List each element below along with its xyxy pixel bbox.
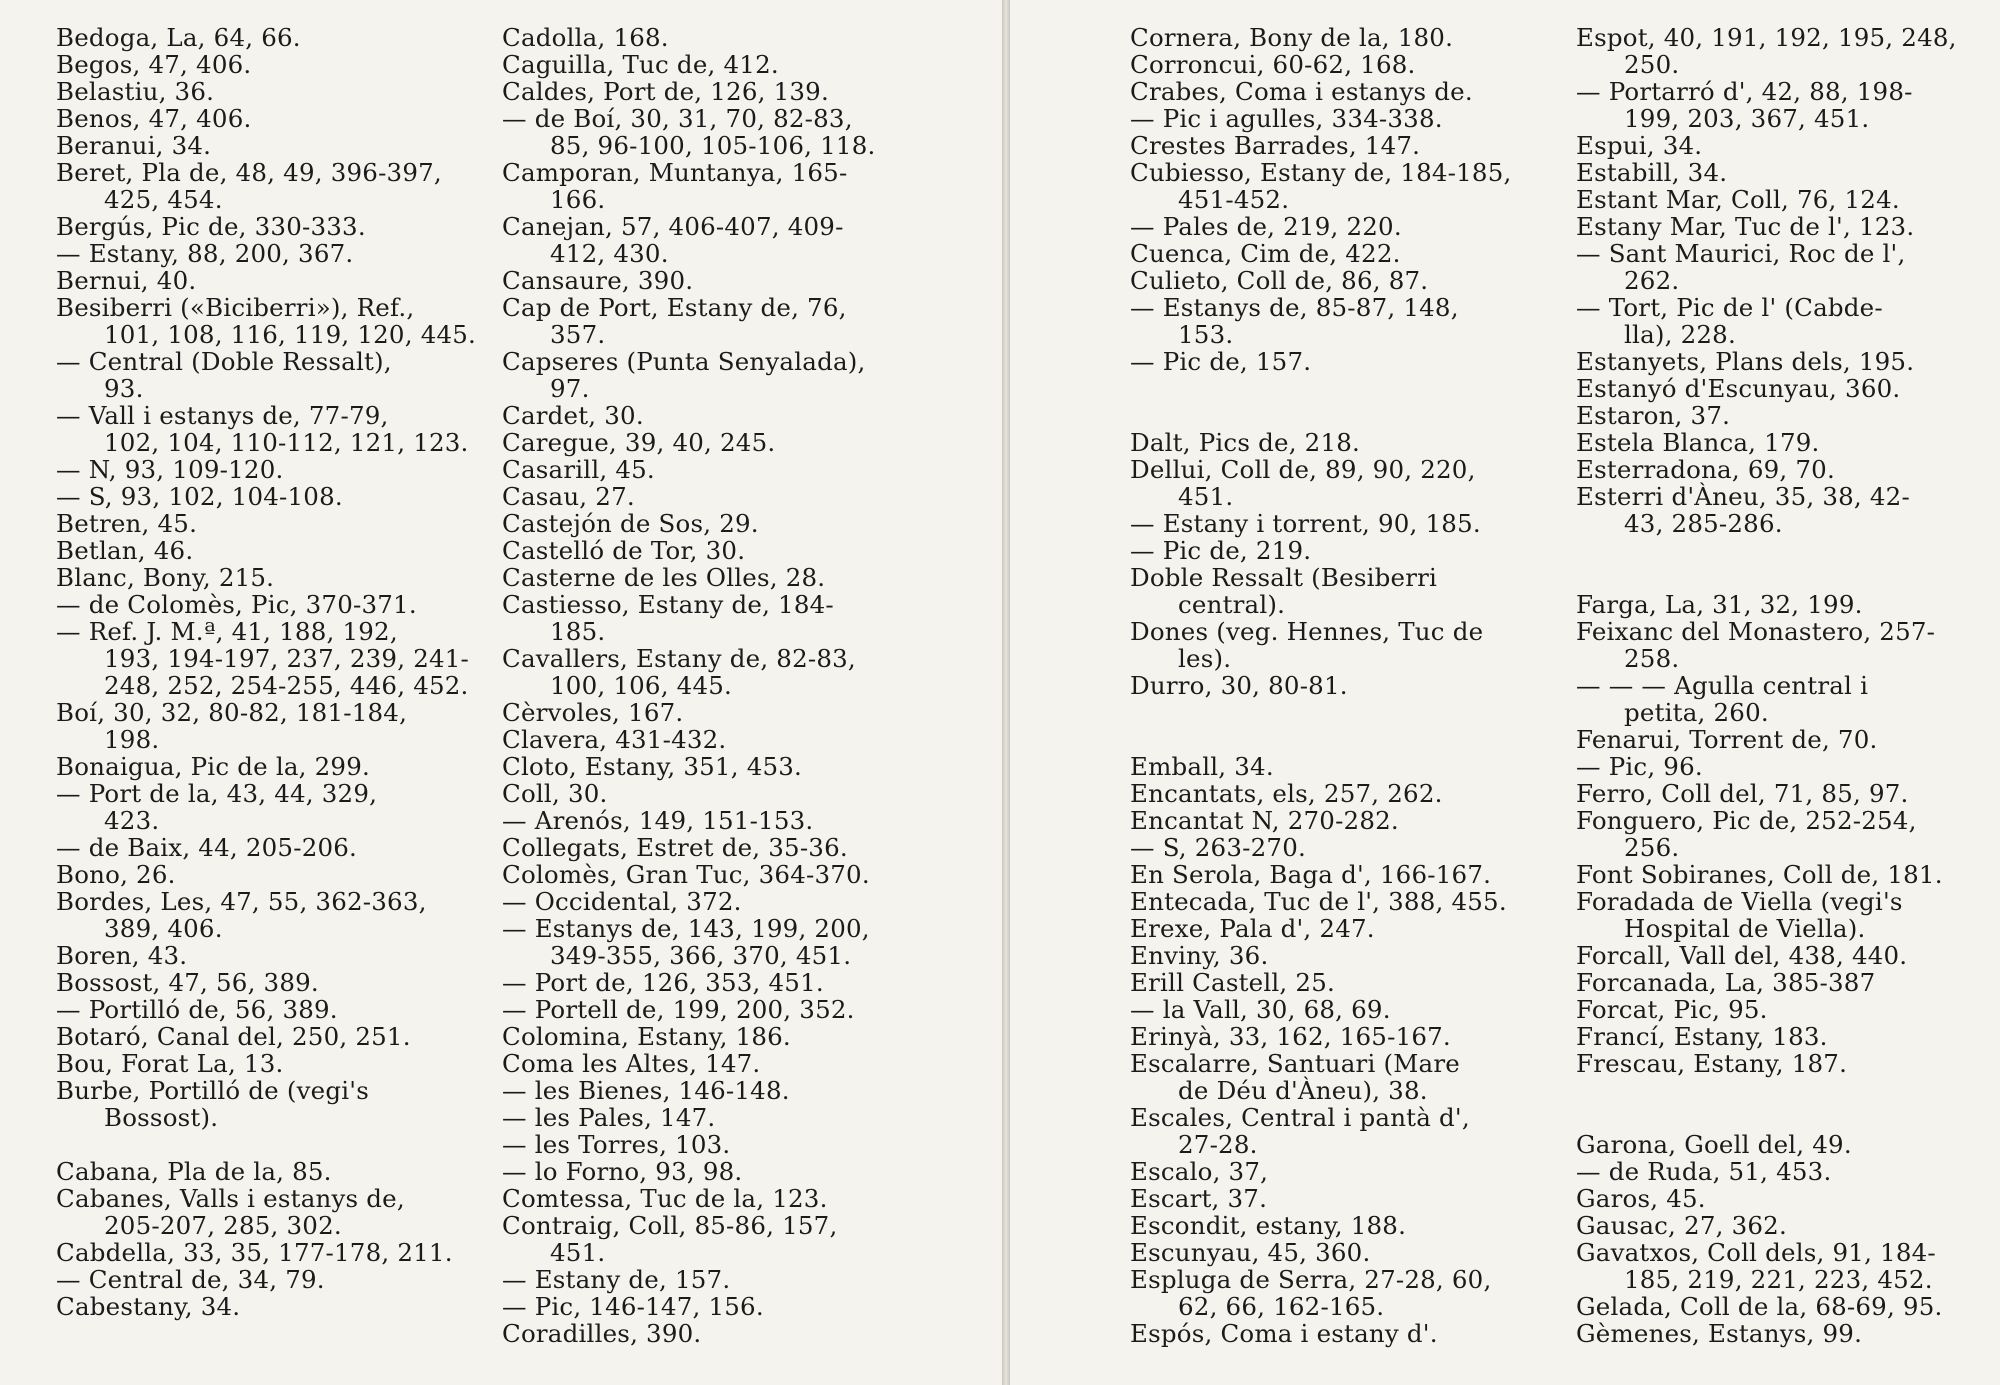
index-entry: — Estanys de, 85-87, 148, <box>1130 293 1459 322</box>
section-gap <box>1130 375 1570 402</box>
index-entry-continuation: 250. <box>1624 50 1680 79</box>
index-entry: Encantats, els, 257, 262. <box>1130 779 1443 808</box>
index-entry: — Pic, 96. <box>1576 752 1703 781</box>
index-entry: Burbe, Portilló de (vegi's <box>56 1076 369 1105</box>
index-entry-continuation: 166. <box>550 185 606 214</box>
index-entry: Garos, 45. <box>1576 1184 1706 1213</box>
index-entry: Doble Ressalt (Besiberri <box>1130 563 1438 592</box>
index-entry: — N, 93, 109-120. <box>56 455 284 484</box>
index-entry: Comtessa, Tuc de la, 123. <box>502 1184 828 1213</box>
index-entry: En Serola, Baga d', 166-167. <box>1130 860 1492 889</box>
index-entry-continuation: 97. <box>550 374 590 403</box>
index-entry: — Central de, 34, 79. <box>56 1265 325 1294</box>
index-entry: — Estany i torrent, 90, 185. <box>1130 509 1481 538</box>
index-entry-continuation: 357. <box>550 320 606 349</box>
index-entry: Gèmenes, Estanys, 99. <box>1576 1319 1863 1348</box>
index-entry: Espui, 34. <box>1576 131 1703 160</box>
index-entry: Cansaure, 390. <box>502 266 694 295</box>
index-entry: — Pic de, 157. <box>1130 347 1312 376</box>
index-entry-continuation: Hospital de Viella). <box>1624 914 1866 943</box>
index-entry: Cadolla, 168. <box>502 23 669 52</box>
index-entry: Estany Mar, Tuc de l', 123. <box>1576 212 1915 241</box>
index-entry: Foradada de Viella (vegi's <box>1576 887 1903 916</box>
index-entry: Feixanc del Monastero, 257- <box>1576 617 1936 646</box>
index-entry: Escalarre, Santuari (Mare <box>1130 1049 1460 1078</box>
index-entry: — — — Agulla central i <box>1576 671 1869 700</box>
index-entry: Escondit, estany, 188. <box>1130 1211 1407 1240</box>
index-entry: Besiberri («Biciberri»), Ref., <box>56 293 415 322</box>
index-entry: Canejan, 57, 406-407, 409- <box>502 212 844 241</box>
index-column-1 <box>56 24 496 1320</box>
index-entry: Erexe, Pala d', 247. <box>1130 914 1375 943</box>
index-entry: Bernui, 40. <box>56 266 197 295</box>
index-entry: — de Ruda, 51, 453. <box>1576 1157 1832 1186</box>
index-entry-continuation: 199, 203, 367, 451. <box>1624 104 1870 133</box>
index-entry: Crabes, Coma i estanys de. <box>1130 77 1473 106</box>
index-entry: Casterne de les Olles, 28. <box>502 563 826 592</box>
index-entry-continuation: 101, 108, 116, 119, 120, 445. <box>104 320 477 349</box>
index-entry-continuation: 43, 285-286. <box>1624 509 1783 538</box>
index-entry: — Occidental, 372. <box>502 887 742 916</box>
index-entry-continuation: les). <box>1178 644 1232 673</box>
index-entry: Belastiu, 36. <box>56 77 215 106</box>
index-entry: Bou, Forat La, 13. <box>56 1049 284 1078</box>
index-entry-continuation: 451. <box>550 1238 606 1267</box>
index-entry: — Tort, Pic de l' (Cabde- <box>1576 293 1883 322</box>
index-entry: Forcall, Vall del, 438, 440. <box>1576 941 1908 970</box>
index-entry: Cèrvoles, 167. <box>502 698 684 727</box>
index-entry-continuation: 256. <box>1624 833 1680 862</box>
index-entry-continuation: 100, 106, 445. <box>550 671 733 700</box>
index-entry: Fenarui, Torrent de, 70. <box>1576 725 1878 754</box>
index-entry: — Estany de, 157. <box>502 1265 731 1294</box>
index-column-4 <box>1576 24 1986 1347</box>
index-entry: — lo Forno, 93, 98. <box>502 1157 743 1186</box>
index-entry: Cubiesso, Estany de, 184-185, <box>1130 158 1512 187</box>
index-entry: Dones (veg. Hennes, Tuc de <box>1130 617 1484 646</box>
index-entry-continuation: 153. <box>1178 320 1234 349</box>
index-entry: Gausac, 27, 362. <box>1576 1211 1787 1240</box>
index-entry: Coll, 30. <box>502 779 608 808</box>
index-entry: Gavatxos, Coll dels, 91, 184- <box>1576 1238 1936 1267</box>
index-entry-continuation: 93. <box>104 374 144 403</box>
index-entry: Forcanada, La, 385-387 <box>1576 968 1876 997</box>
index-entry: Cloto, Estany, 351, 453. <box>502 752 803 781</box>
index-entry: Crestes Barrades, 147. <box>1130 131 1421 160</box>
index-entry: — Pic i agulles, 334-338. <box>1130 104 1443 133</box>
index-entry: Caregue, 39, 40, 245. <box>502 428 776 457</box>
index-entry: — Sant Maurici, Roc de l', <box>1576 239 1906 268</box>
index-entry: — Central (Doble Ressalt), <box>56 347 392 376</box>
section-gap <box>1576 537 1986 564</box>
index-entry: — les Bienes, 146-148. <box>502 1076 790 1105</box>
index-entry: — de Colomès, Pic, 370-371. <box>56 590 417 619</box>
index-entry: Dellui, Coll de, 89, 90, 220, <box>1130 455 1476 484</box>
index-entry: Estanyets, Plans dels, 195. <box>1576 347 1915 376</box>
index-entry: Francí, Estany, 183. <box>1576 1022 1828 1051</box>
index-entry-continuation: 198. <box>104 725 160 754</box>
index-entry: Casarill, 45. <box>502 455 655 484</box>
index-entry: Cornera, Bony de la, 180. <box>1130 23 1454 52</box>
index-entry: Castejón de Sos, 29. <box>502 509 759 538</box>
index-entry: Estaron, 37. <box>1576 401 1731 430</box>
index-entry: — Pic, 146-147, 156. <box>502 1292 764 1321</box>
index-entry: Espluga de Serra, 27-28, 60, <box>1130 1265 1492 1294</box>
section-gap <box>56 1131 496 1158</box>
index-entry: Forcat, Pic, 95. <box>1576 995 1768 1024</box>
section-gap <box>1130 726 1570 753</box>
index-entry: Encantat N, 270-282. <box>1130 806 1399 835</box>
index-entry: Cabdella, 33, 35, 177-178, 211. <box>56 1238 453 1267</box>
index-entry: Font Sobiranes, Coll de, 181. <box>1576 860 1943 889</box>
index-entry: — Portilló de, 56, 389. <box>56 995 338 1024</box>
index-entry: — de Baix, 44, 205-206. <box>56 833 358 862</box>
book-gutter <box>1002 0 1010 1385</box>
section-gap <box>1576 1077 1986 1104</box>
index-entry: Cardet, 30. <box>502 401 644 430</box>
section-gap <box>1576 564 1986 591</box>
index-entry: Espot, 40, 191, 192, 195, 248, <box>1576 23 1957 52</box>
index-entry: Betren, 45. <box>56 509 198 538</box>
index-entry: — Vall i estanys de, 77-79, <box>56 401 389 430</box>
index-entry: — Arenós, 149, 151-153. <box>502 806 814 835</box>
index-entry-continuation: 27-28. <box>1178 1130 1258 1159</box>
index-entry-continuation: 389, 406. <box>104 914 223 943</box>
index-entry: Cabana, Pla de la, 85. <box>56 1157 332 1186</box>
index-entry: Bossost, 47, 56, 389. <box>56 968 319 997</box>
index-entry: — les Pales, 147. <box>502 1103 716 1132</box>
index-entry: — Port de, 126, 353, 451. <box>502 968 824 997</box>
index-entry: Caguilla, Tuc de, 412. <box>502 50 779 79</box>
index-entry-continuation: 258. <box>1624 644 1680 673</box>
index-entry: Dalt, Pics de, 218. <box>1130 428 1361 457</box>
index-entry: Casau, 27. <box>502 482 635 511</box>
index-entry-continuation: Bossost). <box>104 1103 219 1132</box>
index-entry: Camporan, Muntanya, 165- <box>502 158 848 187</box>
index-entry: Coradilles, 390. <box>502 1319 702 1348</box>
index-column-2 <box>502 24 942 1347</box>
index-entry-continuation: 412, 430. <box>550 239 669 268</box>
index-entry-continuation: 205-207, 285, 302. <box>104 1211 342 1240</box>
index-entry: Escalo, 37, <box>1130 1157 1269 1186</box>
index-entry: Escales, Central i pantà d', <box>1130 1103 1470 1132</box>
index-entry: Castelló de Tor, 30. <box>502 536 746 565</box>
index-entry: Estabill, 34. <box>1576 158 1728 187</box>
index-entry: Escart, 37. <box>1130 1184 1268 1213</box>
index-entry: Betlan, 46. <box>56 536 194 565</box>
index-entry: Estant Mar, Coll, 76, 124. <box>1576 185 1900 214</box>
index-column-3 <box>1130 24 1570 1347</box>
index-entry: Coma les Altes, 147. <box>502 1049 761 1078</box>
index-entry: — Ref. J. M.ª, 41, 188, 192, <box>56 617 398 646</box>
index-entry: Collegats, Estret de, 35-36. <box>502 833 848 862</box>
index-entry-continuation: 85, 96-100, 105-106, 118. <box>550 131 876 160</box>
index-entry: Cabestany, 34. <box>56 1292 241 1321</box>
index-entry: — Pic de, 219. <box>1130 536 1312 565</box>
index-entry: Botaró, Canal del, 250, 251. <box>56 1022 411 1051</box>
index-entry-continuation: 62, 66, 162-165. <box>1178 1292 1385 1321</box>
index-entry-continuation: 425, 454. <box>104 185 223 214</box>
index-entry: Clavera, 431-432. <box>502 725 727 754</box>
index-entry-continuation: 349-355, 366, 370, 451. <box>550 941 852 970</box>
index-entry: — Estany, 88, 200, 367. <box>56 239 354 268</box>
index-entry: — de Boí, 30, 31, 70, 82-83, <box>502 104 853 133</box>
index-entry: Beranui, 34. <box>56 131 212 160</box>
index-entry: Esterri d'Àneu, 35, 38, 42- <box>1576 482 1910 511</box>
index-entry: — Estanys de, 143, 199, 200, <box>502 914 870 943</box>
index-entry: Erinyà, 33, 162, 165-167. <box>1130 1022 1451 1051</box>
index-entry: Cuenca, Cim de, 422. <box>1130 239 1401 268</box>
index-entry: — S, 93, 102, 104-108. <box>56 482 343 511</box>
index-entry: Corroncui, 60-62, 168. <box>1130 50 1416 79</box>
index-entry: Bonaigua, Pic de la, 299. <box>56 752 370 781</box>
index-entry: Entecada, Tuc de l', 388, 455. <box>1130 887 1507 916</box>
index-entry: — Portell de, 199, 200, 352. <box>502 995 855 1024</box>
index-entry: Gelada, Coll de la, 68-69, 95. <box>1576 1292 1943 1321</box>
index-entry: Culieto, Coll de, 86, 87. <box>1130 266 1429 295</box>
index-entry: — Port de la, 43, 44, 329, <box>56 779 378 808</box>
index-entry-continuation: de Déu d'Àneu), 38. <box>1178 1076 1428 1105</box>
index-entry: Bergús, Pic de, 330-333. <box>56 212 366 241</box>
index-entry-continuation: lla), 228. <box>1624 320 1736 349</box>
index-entry-continuation: 102, 104, 110-112, 121, 123. <box>104 428 469 457</box>
index-entry: Caldes, Port de, 126, 139. <box>502 77 829 106</box>
index-entry: Durro, 30, 80-81. <box>1130 671 1348 700</box>
index-entry-continuation: 451-452. <box>1178 185 1290 214</box>
index-entry: Capseres (Punta Senyalada), <box>502 347 866 376</box>
index-entry: Blanc, Bony, 215. <box>56 563 275 592</box>
index-entry: Beret, Pla de, 48, 49, 396-397, <box>56 158 442 187</box>
index-entry: — Pales de, 219, 220. <box>1130 212 1402 241</box>
section-gap <box>1130 402 1570 429</box>
index-entry: Escunyau, 45, 360. <box>1130 1238 1371 1267</box>
index-entry-continuation: 185. <box>550 617 606 646</box>
index-entry: Boren, 43. <box>56 941 188 970</box>
index-entry: Ferro, Coll del, 71, 85, 97. <box>1576 779 1909 808</box>
index-entry: Colomès, Gran Tuc, 364-370. <box>502 860 870 889</box>
index-entry-continuation: petita, 260. <box>1624 698 1769 727</box>
index-entry-continuation: 185, 219, 221, 223, 452. <box>1624 1265 1933 1294</box>
index-entry: Garona, Goell del, 49. <box>1576 1130 1852 1159</box>
index-entry: Erill Castell, 25. <box>1130 968 1335 997</box>
index-entry: Esterradona, 69, 70. <box>1576 455 1835 484</box>
index-entry: Espós, Coma i estany d'. <box>1130 1319 1438 1348</box>
index-entry: Cap de Port, Estany de, 76, <box>502 293 847 322</box>
index-entry: Bordes, Les, 47, 55, 362-363, <box>56 887 427 916</box>
index-entry: Frescau, Estany, 187. <box>1576 1049 1848 1078</box>
index-entry: Benos, 47, 406. <box>56 104 252 133</box>
index-entry: — S, 263-270. <box>1130 833 1306 862</box>
index-entry-continuation: 451. <box>1178 482 1234 511</box>
index-entry: Estela Blanca, 179. <box>1576 428 1820 457</box>
index-entry: — la Vall, 30, 68, 69. <box>1130 995 1391 1024</box>
index-entry-continuation: 193, 194-197, 237, 239, 241- <box>104 644 470 673</box>
index-entry-continuation: 262. <box>1624 266 1680 295</box>
index-entry: Bono, 26. <box>56 860 176 889</box>
index-entry-continuation: central). <box>1178 590 1286 619</box>
index-entry: Cabanes, Valls i estanys de, <box>56 1184 405 1213</box>
index-entry: — Portarró d', 42, 88, 198- <box>1576 77 1913 106</box>
index-entry: Cavallers, Estany de, 82-83, <box>502 644 856 673</box>
index-entry: Enviny, 36. <box>1130 941 1269 970</box>
index-entry: Castiesso, Estany de, 184- <box>502 590 834 619</box>
index-entry: Farga, La, 31, 32, 199. <box>1576 590 1863 619</box>
index-entry: Fonguero, Pic de, 252-254, <box>1576 806 1917 835</box>
index-entry: Emball, 34. <box>1130 752 1274 781</box>
index-entry: Contraig, Coll, 85-86, 157, <box>502 1211 838 1240</box>
index-entry: Bedoga, La, 64, 66. <box>56 23 301 52</box>
section-gap <box>1576 1104 1986 1131</box>
index-entry-continuation: 248, 252, 254-255, 446, 452. <box>104 671 469 700</box>
index-entry: — les Torres, 103. <box>502 1130 731 1159</box>
index-entry-continuation: 423. <box>104 806 160 835</box>
index-entry: Begos, 47, 406. <box>56 50 252 79</box>
index-entry: Boí, 30, 32, 80-82, 181-184, <box>56 698 408 727</box>
index-entry: Colomina, Estany, 186. <box>502 1022 791 1051</box>
section-gap <box>1130 699 1570 726</box>
index-entry: Estanyó d'Escunyau, 360. <box>1576 374 1901 403</box>
